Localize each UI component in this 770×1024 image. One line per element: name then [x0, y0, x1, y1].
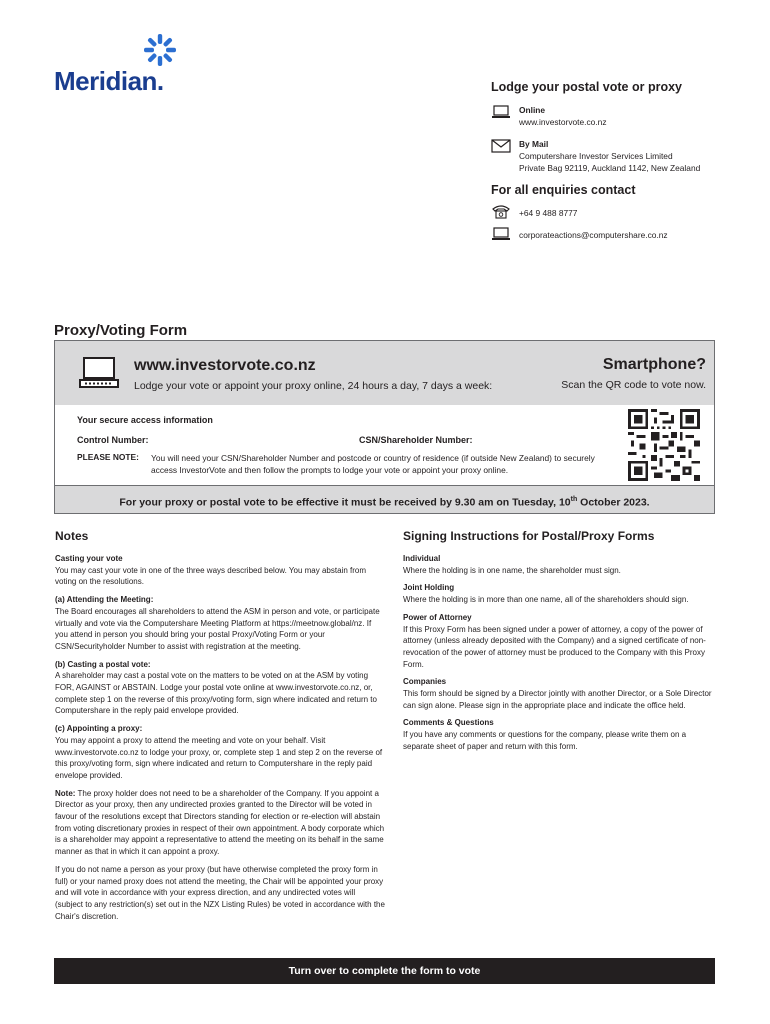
companies-text: This form should be signed by a Director jointly with another Director, or a Sole Director can sign alone. Please sign in the appropriate place and indicate the office held. — [403, 689, 712, 710]
vote-box — [54, 340, 715, 514]
mail-line2: Private Bag 92119, Auckland 1142, New Zealand — [519, 163, 701, 173]
individual-title: Individual — [403, 554, 441, 563]
effective-deadline: For your proxy or postal vote to be effective it must be received by 9.30 am on Tuesday, 10th October 2023. — [55, 485, 714, 513]
csn-label: CSN/Shareholder Number: — [359, 435, 473, 445]
form-title: Proxy/Voting Form — [54, 322, 188, 339]
joint-text: Where the holding is in more than one name, all of the shareholders should sign. — [403, 595, 689, 605]
attending-text: The Board encourages all shareholders to attend the ASM in person and vote, or participate virtually and vote via the Computershare Meeting Platform at https://meetnow.global/nz. If you attend in person you should bring your postal Proxy/Voting Form or your CSN/Securityholder Number to assist with registration at the meeting. — [55, 606, 380, 651]
signing-column — [403, 529, 715, 759]
postal-vote-title: (b) Casting a postal vote: — [55, 659, 151, 669]
note-label: Note: — [55, 788, 76, 798]
access-heading: Your secure access information — [77, 415, 213, 425]
enquiries-heading: For all enquiries contact — [491, 183, 636, 197]
attending-title: (a) Attending the Meeting: — [55, 595, 154, 605]
smartphone-heading: Smartphone? — [602, 356, 706, 373]
mail-label: By Mail — [519, 139, 549, 149]
poa-text: If this Proxy Form has been signed under a power of attorney, a copy of the power of attorney (unless already deposited with the Company) and a signed certificate of non-revocation of the power of attorney must be produced to the Company with this Proxy Form. — [403, 624, 706, 669]
notes-column — [55, 529, 385, 928]
laptop-icon — [491, 104, 511, 120]
joint-title: Joint Holding — [403, 583, 455, 593]
starburst-icon — [142, 32, 178, 68]
please-note-label: PLEASE NOTE: — [77, 452, 139, 462]
phone-icon — [491, 204, 511, 220]
mail-row — [491, 138, 700, 174]
mail-line1: Computershare Investor Services Limited — [519, 151, 673, 161]
vote-subtext: Lodge your vote or appoint your proxy online, 24 hours a day, 7 days a week: — [134, 380, 493, 392]
comments-title: Comments & Questions — [403, 718, 494, 728]
email-address[interactable]: corporateactions@computershare.co.nz — [519, 230, 668, 240]
online-url[interactable]: www.investorvote.co.nz — [519, 117, 607, 127]
meridian-logo — [54, 32, 184, 94]
note-text: The proxy holder does not need to be a shareholder of the Company. If you appoint a Director as your proxy, then any undirected proxies granted to the Director will be voted in favour of the resolutions except that Directors standing for election or re-election will abstain from voting discretionary proxies in respect of their own appointment. A body corporate which is a shareholder may appoint a representative to attend the meeting on its behalf in the same manner as that in which it can appoint a proxy. — [55, 788, 385, 857]
laptop-icon — [79, 356, 119, 390]
laptop-icon — [491, 226, 511, 242]
proxy-title: (c) Appointing a proxy: — [55, 724, 143, 734]
phone-number[interactable]: +64 9 488 8777 — [519, 208, 578, 218]
vote-header — [55, 341, 714, 405]
online-label: Online — [519, 105, 546, 115]
companies-title: Companies — [403, 677, 447, 687]
please-note-text: You will need your CSN/Shareholder Number and postcode or country of residence (if outside New Zealand) to securely access InvestorVote and then follow the prompts to lodge your vote or appoint your proxy online. — [151, 453, 595, 475]
proxy-text: You may appoint a proxy to attend the meeting and vote on your behalf. Visit www.investorvote.co.nz to lodge your proxy, or, complete step 1 and step 2 on the reverse of this proxy/voting form, sign where indicated and return to Computershare in the reply paid envelope provided. — [55, 735, 383, 780]
chair-text: If you do not name a person as your proxy (but have otherwise completed the proxy form in full) or your named proxy does not attend the meeting, the Chair will be appointed your proxy and will vote in accordance with your express direction, and any undirected votes will (subject to any restriction(s) set out in the NZX Listing Rules) be voted in accordance with the Chair's discretion. — [55, 864, 385, 921]
postal-vote-text: A shareholder may cast a postal vote on the matters to be voted on at the ASM by voting FOR, AGAINST or ABSTAIN. Lodge your postal vote online at www.investorvote.co.nz, or, complete step 1 on the reverse of this proxy/voting form, sign where indicated and return to Computershare in the reply paid envelope provided. — [55, 671, 377, 716]
online-row — [491, 104, 607, 128]
poa-title: Power of Attorney — [403, 612, 472, 622]
email-row — [491, 226, 668, 244]
individual-text: Where the holding is in one name, the shareholder must sign. — [403, 565, 621, 575]
casting-text: You may cast your vote in one of the three ways described below. You may abstain from voting on the resolutions. — [55, 565, 366, 587]
casting-title: Casting your vote — [55, 554, 123, 563]
notes-heading: Notes — [55, 529, 89, 543]
control-number-label: Control Number: — [77, 435, 149, 445]
lodge-heading: Lodge your postal vote or proxy — [491, 80, 682, 94]
qr-code[interactable] — [628, 409, 700, 481]
comments-text: If you have any comments or questions for the company, please write them on a separate sheet of paper and return with this form. — [403, 730, 687, 751]
brand-name: Meridian. — [54, 66, 164, 96]
signing-heading: Signing Instructions for Postal/Proxy Forms — [403, 529, 655, 543]
phone-row — [491, 204, 577, 222]
envelope-icon — [491, 138, 511, 154]
scan-text: Scan the QR code to vote now. — [561, 379, 706, 391]
turn-over-banner: Turn over to complete the form to vote — [54, 958, 715, 984]
vote-url[interactable]: www.investorvote.co.nz — [134, 357, 316, 374]
